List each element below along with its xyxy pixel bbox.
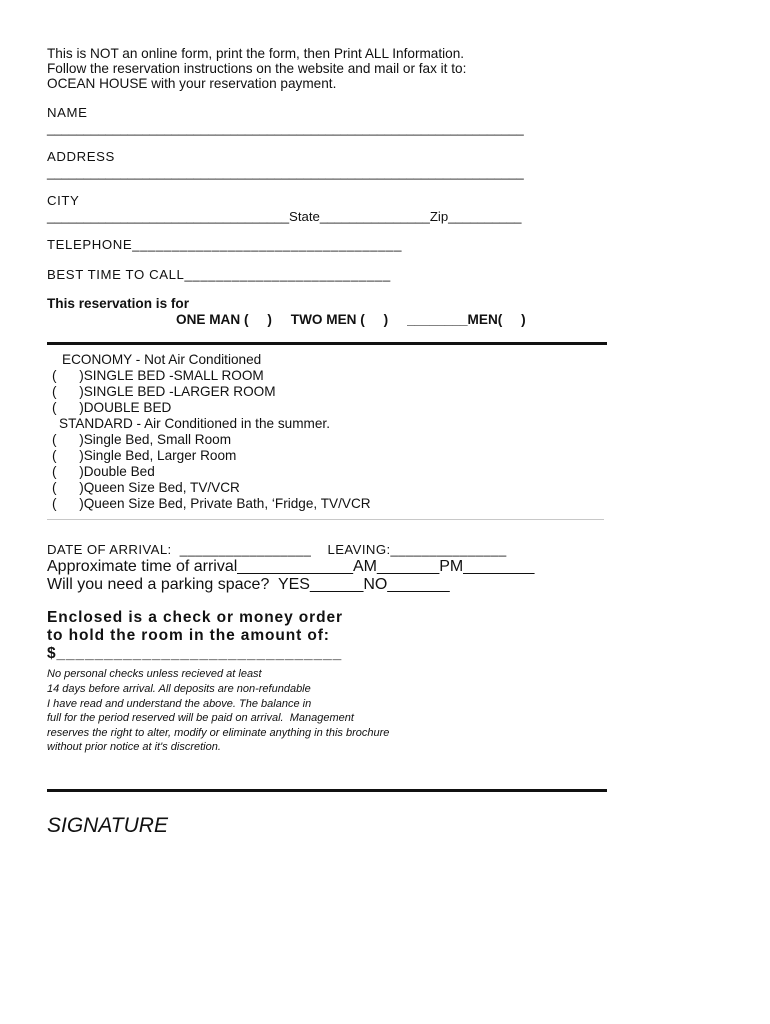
terms-line-1: No personal checks unless recieved at least [47,668,262,680]
terms-line-6: without prior notice at it's discretion. [47,741,221,753]
payment-line-2: to hold the room in the amount of: [47,627,330,644]
economy-heading: ECONOMY - Not Air Conditioned [62,352,262,367]
address-line[interactable]: _________________________________________________________________ [47,165,524,180]
reservation-label: This reservation is for [47,296,190,311]
standard-option-5[interactable]: ( )Queen Size Bed, Private Bath, ‘Fridge, TV/VCR [52,496,371,511]
city-label: CITY [47,193,80,208]
terms-line-5: reserves the right to alter, modify or eliminate anything in this brochure [47,727,390,739]
address-label: ADDRESS [47,149,115,164]
intro-line-1: This is NOT an online form, print the form, then Print ALL Information. [47,46,465,61]
divider-thin [47,519,604,520]
terms-line-4: full for the period reserved will be paid on arrival. Management [47,712,354,724]
standard-option-4[interactable]: ( )Queen Size Bed, TV/VCR [52,480,240,495]
arrival-leaving-line[interactable]: DATE OF ARRIVAL: _________________ LEAVING:_______________ [47,542,507,557]
signature-label: SIGNATURE [47,814,168,837]
reservation-options[interactable]: ONE MAN ( ) TWO MEN ( ) ________MEN( ) [176,312,526,327]
payment-line-1: Enclosed is a check or money order [47,609,343,626]
intro-line-3: OCEAN HOUSE with your reservation payment. [47,76,337,91]
economy-option-2[interactable]: ( )SINGLE BED -LARGER ROOM [52,384,276,399]
signature-rule[interactable] [47,789,607,792]
name-label: NAME [47,105,88,120]
telephone-line[interactable]: TELEPHONE__________________________________ [47,237,403,252]
standard-option-3[interactable]: ( )Double Bed [52,464,155,479]
payment-amount-line[interactable]: $______________________________ [47,645,343,662]
arrival-time-line[interactable]: Approximate time of arrival_____________AM_______PM________ [47,558,535,575]
economy-option-1[interactable]: ( )SINGLE BED -SMALL ROOM [52,368,264,383]
city-state-zip-line[interactable]: _________________________________State_______________Zip__________ [47,209,522,224]
intro-line-2: Follow the reservation instructions on the website and mail or fax it to: [47,61,467,76]
best-time-line[interactable]: BEST TIME TO CALL__________________________ [47,267,391,282]
economy-option-3[interactable]: ( )DOUBLE BED [52,400,172,415]
name-line[interactable]: _________________________________________________________________ [47,121,524,136]
standard-option-1[interactable]: ( )Single Bed, Small Room [52,432,232,447]
standard-heading: STANDARD - Air Conditioned in the summer. [59,416,330,431]
terms-line-2: 14 days before arrival. All deposits are non-refundable [47,683,311,695]
standard-option-2[interactable]: ( )Single Bed, Larger Room [52,448,237,463]
parking-line[interactable]: Will you need a parking space? YES______NO_______ [47,576,450,593]
divider-thick-1 [47,342,607,345]
terms-line-3: I have read and understand the above. The balance in [47,698,312,710]
